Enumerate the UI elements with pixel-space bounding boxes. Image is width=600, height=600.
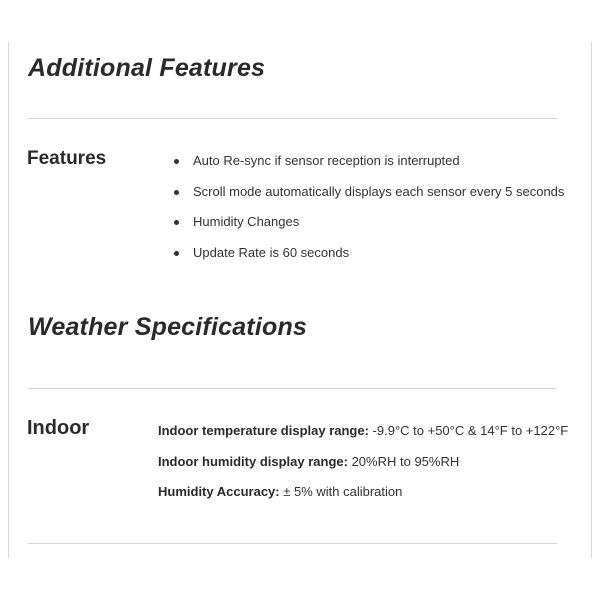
weather-specifications-heading: Weather Specifications	[28, 313, 308, 341]
spec-value: ± 5% with calibration	[279, 484, 403, 499]
bullet-icon	[174, 220, 179, 225]
indoor-label: Indoor	[27, 417, 90, 439]
spec-value: -9.9°C to +50°C & 14°F to +122°F	[368, 423, 569, 438]
spec-row	[158, 420, 568, 451]
spec-key: Indoor temperature display range:	[158, 423, 369, 438]
feature-text: Humidity Changes	[193, 214, 300, 229]
feature-item	[174, 211, 564, 242]
additional-features-heading: Additional Features	[28, 54, 266, 82]
bullet-icon	[174, 159, 179, 164]
spec-key: Humidity Accuracy:	[158, 484, 280, 499]
section-divider	[28, 388, 557, 389]
spec-row	[158, 481, 568, 512]
spec-value: 20%RH to 95%RH	[347, 453, 460, 469]
spec-row	[158, 451, 568, 482]
feature-text: Update Rate is 60 seconds	[193, 244, 350, 260]
feature-item	[174, 150, 564, 181]
features-list	[174, 150, 564, 272]
features-label: Features	[27, 148, 107, 169]
section-divider	[28, 118, 557, 119]
bullet-icon	[174, 190, 179, 195]
feature-item	[174, 242, 564, 273]
indoor-spec-list	[158, 420, 568, 512]
spec-key: Indoor humidity display range:	[158, 453, 348, 469]
section-divider	[28, 543, 557, 544]
feature-text: Scroll mode automatically displays each sensor every 5 seconds	[193, 183, 565, 199]
bullet-icon	[174, 251, 179, 256]
feature-text: Auto Re-sync if sensor reception is interrupted	[193, 153, 460, 168]
feature-item	[174, 181, 564, 212]
